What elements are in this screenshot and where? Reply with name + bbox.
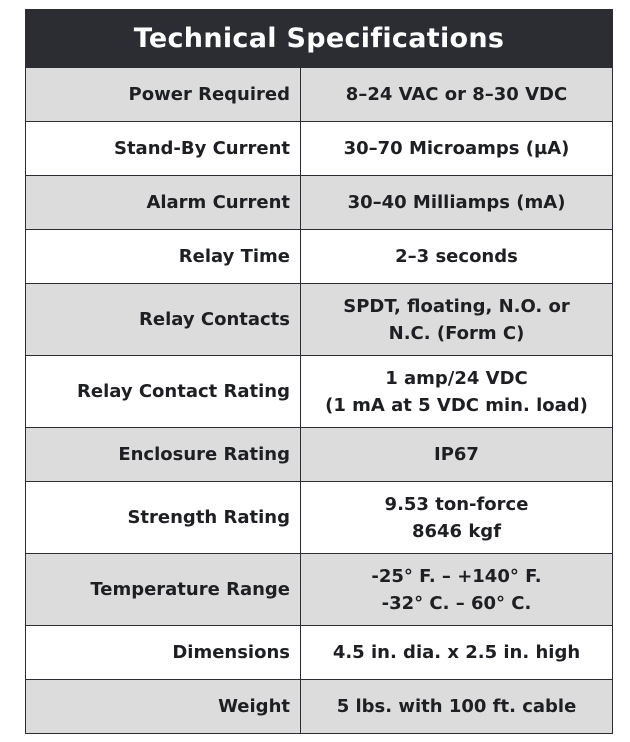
table-row [26, 121, 612, 175]
table-row [26, 229, 612, 283]
table-row [26, 427, 612, 481]
table-row [26, 355, 612, 427]
spec-value-dimensions [301, 626, 612, 679]
value-line: 1 amp/24 VDC [385, 367, 528, 389]
table-row [26, 625, 612, 679]
spec-value-relay-time [301, 230, 612, 283]
table-row [26, 553, 612, 625]
spec-value-strength-rating [301, 482, 612, 553]
spec-table [25, 9, 613, 734]
table-row [26, 175, 612, 229]
value-line: (1 mA at 5 VDC min. load) [325, 394, 588, 416]
spec-label-weight: Weight [26, 680, 301, 733]
spec-label-strength-rating: Strength Rating [26, 482, 301, 553]
spec-value-enclosure-rating [301, 428, 612, 481]
value-line: 8–24 VAC or 8–30 VDC [345, 84, 568, 105]
value-line: -32° C. – 60° C. [381, 592, 532, 614]
value-line: N.C. (Form C) [388, 322, 525, 344]
spec-label-dimensions: Dimensions [26, 626, 301, 679]
value-line: 8646 kgf [411, 520, 502, 542]
table-row [26, 67, 612, 121]
spec-value-relay-contact-rating [301, 356, 612, 427]
spec-value-temperature-range [301, 554, 612, 625]
spec-label-relay-time: Relay Time [26, 230, 301, 283]
table-title: Technical Specifications [26, 10, 612, 67]
value-line: SPDT, floating, N.O. or [343, 295, 570, 317]
spec-label-relay-contacts: Relay Contacts [26, 284, 301, 355]
spec-label-enclosure-rating: Enclosure Rating [26, 428, 301, 481]
table-row [26, 481, 612, 553]
spec-value-alarm-current [301, 176, 612, 229]
value-line: 5 lbs. with 100 ft. cable [336, 696, 577, 717]
value-line: 4.5 in. dia. x 2.5 in. high [332, 642, 581, 663]
value-line: 9.53 ton-force [384, 493, 529, 515]
table-row [26, 679, 612, 733]
spec-label-power: Power Required [26, 68, 301, 121]
spec-label-standby-current: Stand-By Current [26, 122, 301, 175]
spec-value-power [301, 68, 612, 121]
value-line: 2–3 seconds [395, 246, 518, 267]
spec-label-relay-contact-rating: Relay Contact Rating [26, 356, 301, 427]
spec-label-temperature-range: Temperature Range [26, 554, 301, 625]
spec-value-relay-contacts [301, 284, 612, 355]
value-line: 30–40 Milliamps (mA) [347, 192, 566, 213]
value-line: IP67 [434, 444, 479, 465]
table-row [26, 283, 612, 355]
value-line: 30–70 Microamps (µA) [343, 138, 570, 159]
spec-value-standby-current [301, 122, 612, 175]
spec-label-alarm-current: Alarm Current [26, 176, 301, 229]
value-line: -25° F. – +140° F. [371, 565, 542, 587]
spec-value-weight [301, 680, 612, 733]
